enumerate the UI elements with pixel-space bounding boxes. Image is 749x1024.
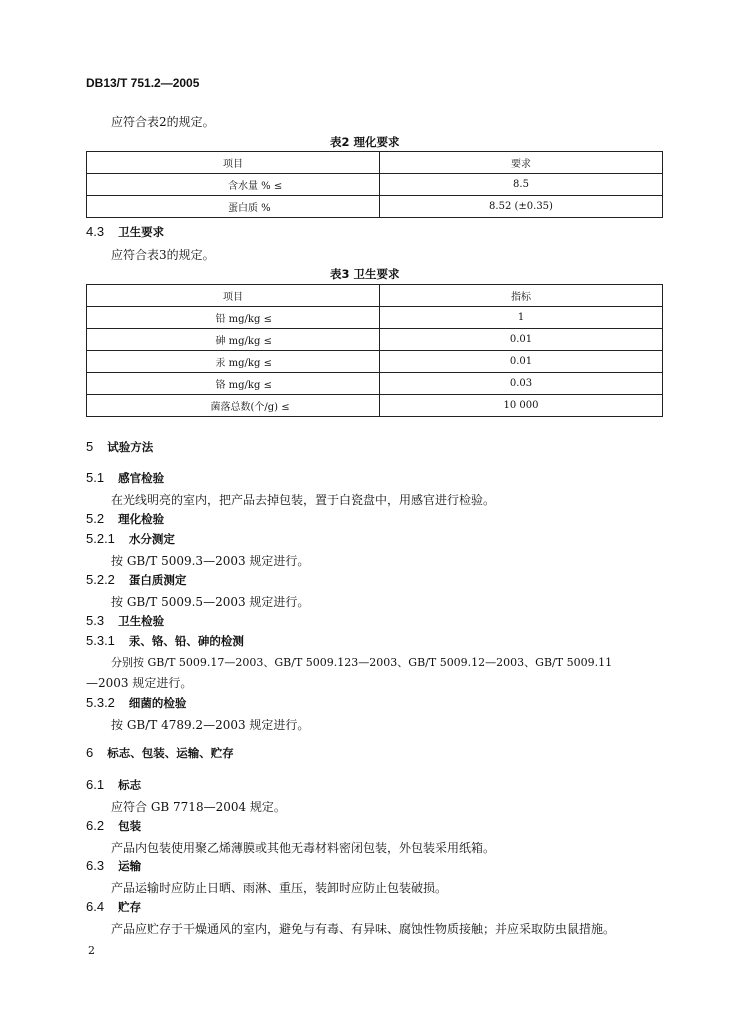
section-6-3-heading: 6.3 运输	[86, 858, 142, 873]
section-5-2-1-text: 按 GB/T 5009.3—2003 规定进行。	[111, 554, 310, 568]
section-6-2-text: 产品内包装使用聚乙烯薄膜或其他无毒材料密闭包装，外包装采用纸箱。	[111, 841, 496, 855]
section-5-2-2-heading: 5.2.2 蛋白质测定	[86, 572, 187, 587]
table3-row-item: 汞 mg/kg ≤	[215, 358, 272, 369]
section-5-2-2-text: 按 GB/T 5009.5—2003 规定进行。	[111, 595, 310, 609]
table3-header-row	[87, 285, 663, 307]
section-5-3-1-text: 分别按 GB/T 5009.17—2003、GB/T 5009.123—2003、GB/T 5009.12—2003、GB/T 5009.11	[111, 656, 613, 669]
table3-row-item: 砷 mg/kg ≤	[215, 336, 272, 347]
table3-row-value: 10 000	[380, 395, 663, 417]
table2-intro: 应符合表2的规定。	[111, 115, 215, 129]
section-5-3-2-heading: 5.3.2 细菌的检验	[86, 695, 187, 710]
table2-col-value: 要求	[380, 152, 663, 174]
section-6-heading: 6 标志、包装、运输、贮存	[86, 745, 234, 760]
table3-col-item: 项目	[87, 285, 380, 307]
section-6-2-heading: 6.2 包装	[86, 818, 142, 833]
table3-row-item: 菌落总数(个/g) ≤	[210, 402, 290, 413]
table2-row-value: 8.5	[380, 174, 663, 196]
section-5-heading: 5 试验方法	[86, 439, 154, 454]
table2-row-item: 蛋白质 %	[228, 203, 271, 214]
table-row	[87, 196, 663, 218]
section-6-4-heading: 6.4 贮存	[86, 899, 142, 914]
section-5-3-2-text: 按 GB/T 4789.2—2003 规定进行。	[111, 718, 310, 732]
section-5-2-heading: 5.2 理化检验	[86, 511, 165, 526]
section-5-2-1-heading: 5.2.1 水分测定	[86, 531, 175, 546]
section-5-1-text: 在光线明亮的室内，把产品去掉包装，置于白瓷盘中，用感官进行检验。	[111, 493, 496, 507]
table3-row-value: 0.03	[380, 373, 663, 395]
section-6-1-text: 应符合 GB 7718—2004 规定。	[111, 800, 286, 814]
table-row	[87, 329, 663, 351]
section-4-3-heading: 4.3 卫生要求	[86, 224, 165, 239]
section-4-3-text: 应符合表3的规定。	[111, 248, 215, 262]
table-row	[87, 395, 663, 417]
section-5-3-heading: 5.3 卫生检验	[86, 613, 165, 628]
page-number: 2	[88, 944, 95, 957]
table3-caption: 表3 卫生要求	[330, 267, 400, 281]
table-row	[87, 174, 663, 196]
section-5-3-1-heading: 5.3.1 汞、铬、铅、砷的检测	[86, 633, 244, 648]
table3-row-value: 0.01	[380, 351, 663, 373]
table2-col-item: 项目	[87, 152, 380, 174]
table-row	[87, 351, 663, 373]
section-5-1-heading: 5.1 感官检验	[86, 470, 165, 485]
table-row	[87, 307, 663, 329]
table2-caption: 表2 理化要求	[330, 135, 400, 149]
table2-header-row	[87, 152, 663, 174]
section-6-1-heading: 6.1 标志	[86, 777, 142, 792]
section-6-4-text: 产品应贮存于干燥通风的室内，避免与有毒、有异味、腐蚀性物质接触；并应采取防虫鼠措施。	[111, 922, 616, 936]
table3-col-value: 指标	[380, 285, 663, 307]
table3-row-item: 铬 mg/kg ≤	[215, 380, 272, 391]
table2	[86, 151, 663, 218]
document-id: DB13/T 751.2—2005	[86, 76, 200, 90]
table3-row-value: 1	[380, 307, 663, 329]
table2-row-value: 8.52 (±0.35)	[380, 196, 663, 218]
section-6-3-text: 产品运输时应防止日晒、雨淋、重压，装卸时应防止包装破损。	[111, 881, 448, 895]
table-row	[87, 373, 663, 395]
table3-row-item: 铅 mg/kg ≤	[215, 314, 272, 325]
table3	[86, 284, 663, 417]
table2-row-item: 含水量 % ≤	[228, 181, 283, 192]
table3-row-value: 0.01	[380, 329, 663, 351]
section-5-3-1-text-cont: —2003 规定进行。	[86, 676, 193, 690]
